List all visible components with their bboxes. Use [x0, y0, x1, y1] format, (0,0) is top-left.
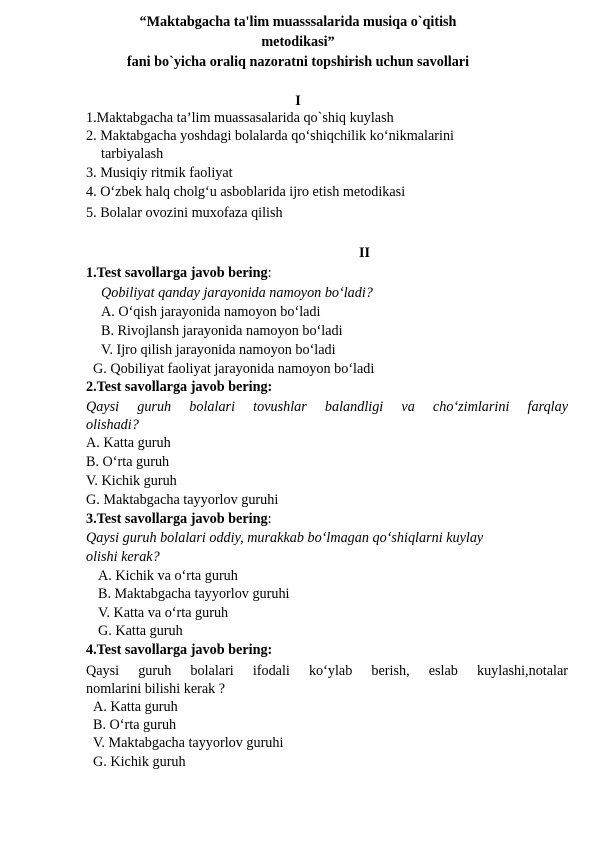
q3-option-b: B. Maktabgacha tayyorlov guruhi	[98, 586, 290, 602]
q1-label-text: 1.Test savollarga javob bering	[86, 265, 268, 281]
q3-label	[86, 510, 272, 528]
q3-option-a: A. Kichik va o‘rta guruh	[98, 568, 238, 584]
q4-label: 4.Test savollarga javob bering:	[86, 642, 273, 658]
section-1-item-4: 4. O‘zbek halq cholg‘u asboblarida ijro etish metodikasi	[86, 184, 406, 200]
q3-label-colon: :	[267, 511, 272, 527]
title-line-2: metodikasi”	[261, 34, 335, 50]
q1-label	[86, 264, 272, 282]
section-1-item-1: 1.Maktabgacha ta’lim muassasalarida qo`shiq kuylash	[86, 110, 394, 126]
q2-option-g: G. Maktabgacha tayyorlov guruhi	[86, 492, 279, 508]
title-line-1: “Maktabgacha ta'lim muasssalarida musiqa o`qitish	[139, 14, 457, 30]
section-1-heading: I	[295, 93, 301, 109]
q2-option-a: A. Katta guruh	[86, 435, 171, 451]
q3-option-v: V. Katta va o‘rta guruh	[98, 605, 229, 621]
q3-label-text: 3.Test savollarga javob bering	[86, 511, 268, 527]
q1-option-b: B. Rivojlansh jarayonida namoyon bo‘ladi	[101, 323, 343, 339]
q4-option-b: B. O‘rta guruh	[93, 717, 177, 733]
q4-option-a: A. Katta guruh	[93, 699, 178, 715]
q3-question-line-1: Qaysi guruh bolalari oddiy, murakkab bo‘lmagan qo‘shiqlarni kuylay	[86, 530, 484, 546]
section-1-item-2-cont: tarbiyalash	[101, 146, 164, 162]
q2-option-b: B. O‘rta guruh	[86, 454, 170, 470]
q4-question-line-2: nomlarini bilishi kerak ?	[86, 681, 226, 697]
q3-question-line-2: olishi kerak?	[86, 549, 160, 565]
q2-label: 2.Test savollarga javob bering:	[86, 379, 273, 395]
q4-option-g: G. Kichik guruh	[93, 754, 186, 770]
q3-option-g: G. Katta guruh	[98, 623, 183, 639]
section-1-item-3: 3. Musiqiy ritmik faoliyat	[86, 165, 233, 181]
q1-option-v: V. Ijro qilish jarayonida namoyon bo‘ladi	[101, 342, 336, 358]
section-2-heading: II	[359, 245, 371, 261]
q1-option-g: G. Qobiliyat faoliyat jarayonida namoyon bo‘ladi	[93, 361, 375, 377]
q2-question-line-2: olishadi?	[86, 417, 139, 433]
q1-option-a: A. O‘qish jarayonida namoyon bo‘ladi	[101, 304, 321, 320]
q2-question-line-1: Qaysi guruh bolalari tovushlar balandligi va cho‘zimlarini farqlay	[86, 399, 568, 415]
title-line-3: fani bo`yicha oraliq nazoratni topshirish uchun savollari	[126, 54, 470, 70]
q1-label-colon: :	[267, 265, 272, 281]
q2-option-v: V. Kichik guruh	[86, 473, 177, 489]
q4-question-line-1: Qaysi guruh bolalari ifodali ko‘ylab berish, eslab kuylashi,notalar	[86, 663, 568, 679]
q1-question: Qobiliyat qanday jarayonida namoyon bo‘ladi?	[101, 285, 373, 301]
q4-option-v: V. Maktabgacha tayyorlov guruhi	[93, 735, 284, 751]
section-1-item-2: 2. Maktabgacha yoshdagi bolalarda qo‘shiqchilik ko‘nikmalarini	[86, 128, 454, 144]
section-1-item-5: 5. Bolalar ovozini muxofaza qilish	[86, 205, 283, 221]
